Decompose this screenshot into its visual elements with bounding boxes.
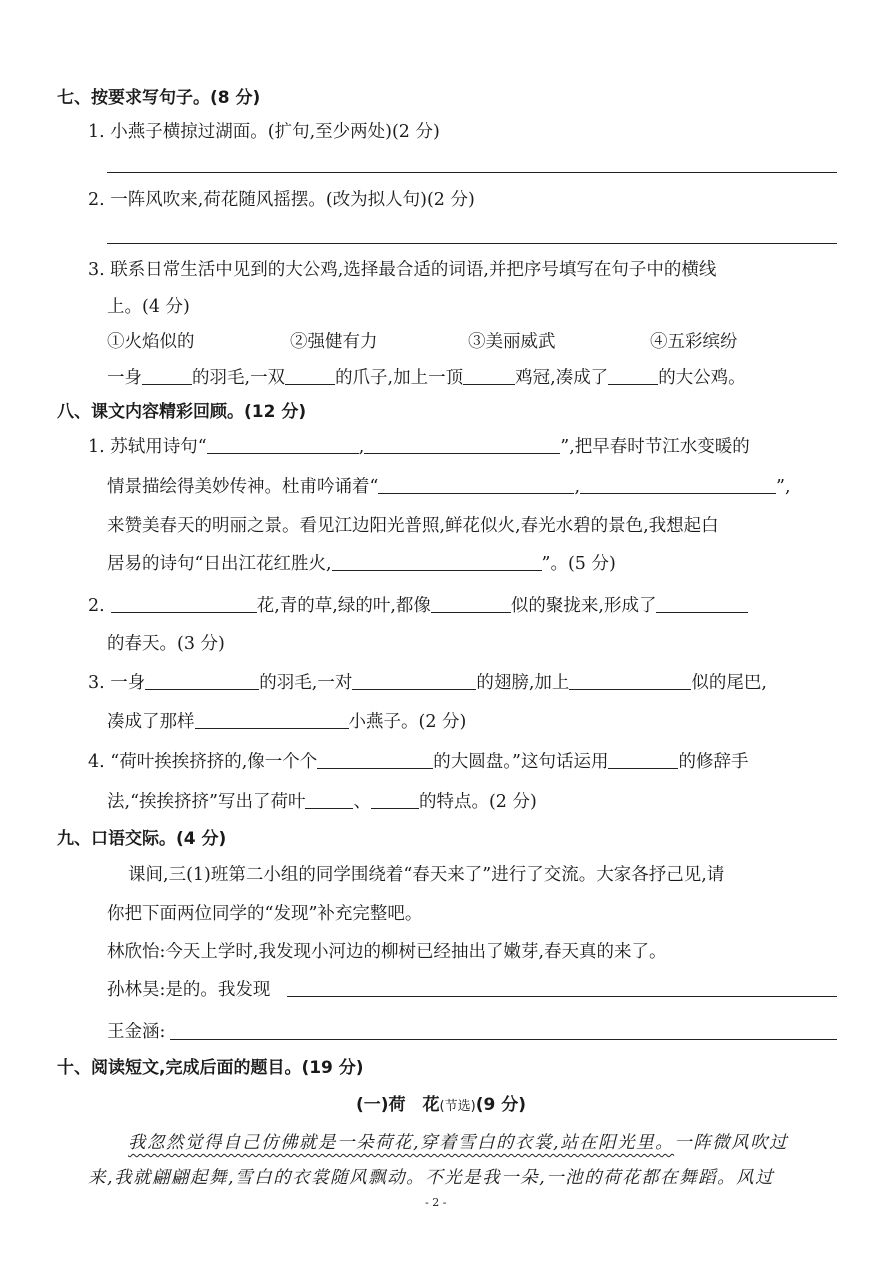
s8-q1-blank-4[interactable]	[580, 475, 776, 494]
s8-q4-blank-4[interactable]	[371, 790, 419, 809]
s7-question-2: 2. 一阵风吹来,荷花随风摇摆。(改为拟人句)(2 分)	[88, 190, 475, 210]
s8-q2-line2: 的春天。(3 分)	[107, 634, 225, 654]
s8-q4-blank-2[interactable]	[608, 750, 678, 769]
s8-q1-text-c: ”,把早春时节江水变暖的	[560, 437, 750, 457]
fill-blank-4[interactable]	[608, 366, 658, 385]
s8-q3-blank-4[interactable]	[195, 710, 349, 729]
s8-q1-line2	[107, 475, 791, 499]
s7-question-3-line1: 3. 联系日常生活中见到的大公鸡,选择最合适的词语,并把序号填写在句子中的横线	[88, 260, 717, 280]
answer-line-sun[interactable]	[287, 996, 837, 997]
fill-text-5: 的大公鸡。	[658, 368, 746, 388]
option-4: ④五彩缤纷	[650, 332, 738, 352]
s8-q3-text-d: 似的尾巴,	[691, 673, 767, 693]
s8-q2-blank-2[interactable]	[431, 594, 511, 613]
s8-q3-blank-3[interactable]	[569, 671, 691, 690]
s8-q4-text-e: 、	[353, 792, 371, 812]
s8-q1-text-i: ”。(5 分)	[541, 554, 616, 574]
s9-sun-prompt: 孙林昊:是的。我发现	[107, 980, 271, 1000]
s8-q4-text-a: 4. “荷叶挨挨挤挤的,像一个个	[88, 752, 318, 772]
s8-q4-text-b: 的大圆盘。”这句话运用	[433, 752, 609, 772]
s8-q3-blank-2[interactable]	[352, 671, 476, 690]
s8-q1-blank-5[interactable]	[332, 552, 542, 571]
s8-q1-text-d: 情景描绘得美妙传神。杜甫吟诵着“	[107, 477, 379, 497]
passage-line-2: 来,我就翩翩起舞,雪白的衣裳随风飘动。不光是我一朵,一池的荷花都在舞蹈。风过	[88, 1168, 775, 1188]
s8-q3-text-b: 的羽毛,一对	[259, 673, 353, 693]
s8-q1-line1	[88, 435, 750, 459]
s7-question-3-line2: 上。(4 分)	[107, 297, 190, 317]
option-3: ③美丽威武	[468, 332, 556, 352]
fill-text-4: 鸡冠,凑成了	[515, 368, 609, 388]
option-1: ①火焰似的	[107, 332, 195, 352]
fill-text-2: 的羽毛,一双	[192, 368, 286, 388]
passage-line-1-rest: 一阵微风吹过	[674, 1133, 789, 1153]
s7-question-1: 1. 小燕子横掠过湖面。(扩句,至少两处)(2 分)	[88, 122, 440, 142]
section-8-heading: 八、课文内容精彩回顾。(12 分)	[57, 402, 307, 422]
s8-q4-line1	[88, 750, 748, 774]
s9-paragraph-line2: 你把下面两位同学的“发现”补充完整吧。	[107, 904, 423, 924]
fill-text-1: 一身	[107, 368, 142, 388]
s8-q2-text-c: 似的聚拢来,形成了	[510, 596, 657, 616]
s8-q1-line4	[107, 552, 616, 576]
passage-title-text: (一)荷 花	[356, 1095, 440, 1115]
s8-q2-line1	[88, 594, 748, 618]
s8-q4-line2	[107, 790, 537, 814]
s8-q1-blank-1[interactable]	[207, 435, 359, 454]
s8-q1-text-h: 居易的诗句“日出江花红胜火,	[107, 554, 332, 574]
s8-q3-text-f: 小燕子。(2 分)	[348, 712, 467, 732]
s8-q1-text-f: ”,	[776, 477, 791, 497]
s8-q1-text-b: ,	[358, 437, 365, 457]
s8-q3-line1	[88, 671, 767, 695]
answer-line-s7-q1[interactable]	[107, 172, 837, 173]
passage-title-note: (节选)	[439, 1099, 476, 1114]
page-number: - 2 -	[425, 1196, 447, 1209]
s9-wang-prompt: 王金涵:	[107, 1022, 166, 1042]
s8-q3-text-c: 的翅膀,加上	[476, 673, 570, 693]
s8-q4-text-d: 法,“挨挨挤挤”写出了荷叶	[107, 792, 306, 812]
fill-text-3: 的爪子,加上一顶	[335, 368, 464, 388]
s8-q2-text-b: 花,青的草,绿的叶,都像	[256, 596, 431, 616]
fill-blank-1[interactable]	[142, 366, 192, 385]
s8-q1-blank-2[interactable]	[364, 435, 560, 454]
passage-title	[356, 1093, 526, 1119]
passage-title-score: (9 分)	[475, 1095, 526, 1115]
s8-q1-line3: 来赞美春天的明丽之景。看见江边阳光普照,鲜花似火,春光水碧的景色,我想起白	[107, 516, 719, 536]
passage-line-1	[128, 1131, 788, 1155]
answer-line-wang[interactable]	[170, 1039, 837, 1040]
s8-q4-text-c: 的修辞手	[678, 752, 749, 772]
s8-q3-text-a: 3. 一身	[88, 673, 146, 693]
s8-q1-text-a: 1. 苏轼用诗句“	[88, 437, 207, 457]
s8-q2-blank-3[interactable]	[656, 594, 748, 613]
section-10-heading: 十、阅读短文,完成后面的题目。(19 分)	[57, 1058, 364, 1078]
s8-q4-text-f: 的特点。(2 分)	[418, 792, 537, 812]
s8-q3-text-e: 凑成了那样	[107, 712, 195, 732]
s8-q4-blank-3[interactable]	[305, 790, 353, 809]
section-7-heading: 七、按要求写句子。(8 分)	[57, 88, 261, 108]
s8-q3-line2	[107, 710, 466, 734]
s8-q3-blank-1[interactable]	[145, 671, 259, 690]
s9-lin-statement: 林欣怡:今天上学时,我发现小河边的柳树已经抽出了嫩芽,春天真的来了。	[107, 942, 667, 962]
fill-blank-2[interactable]	[285, 366, 335, 385]
s8-q1-text-e: ,	[574, 477, 581, 497]
answer-line-s7-q2[interactable]	[107, 243, 837, 244]
s8-q2-blank-1[interactable]	[111, 594, 257, 613]
section-9-heading: 九、口语交际。(4 分)	[57, 829, 227, 849]
fill-blank-3[interactable]	[463, 366, 515, 385]
passage-underlined-sentence: 我忽然觉得自己仿佛就是一朵荷花,穿着雪白的衣裳,站在阳光里。	[128, 1133, 675, 1153]
s7-fill-sentence	[107, 366, 746, 390]
s8-q2-text-a: 2.	[88, 596, 105, 616]
option-2: ②强健有力	[290, 332, 378, 352]
s8-q1-blank-3[interactable]	[378, 475, 574, 494]
s9-paragraph-line1: 课间,三(1)班第二小组的同学围绕着“春天来了”进行了交流。大家各抒己见,请	[128, 865, 725, 885]
s8-q4-blank-1[interactable]	[317, 750, 433, 769]
